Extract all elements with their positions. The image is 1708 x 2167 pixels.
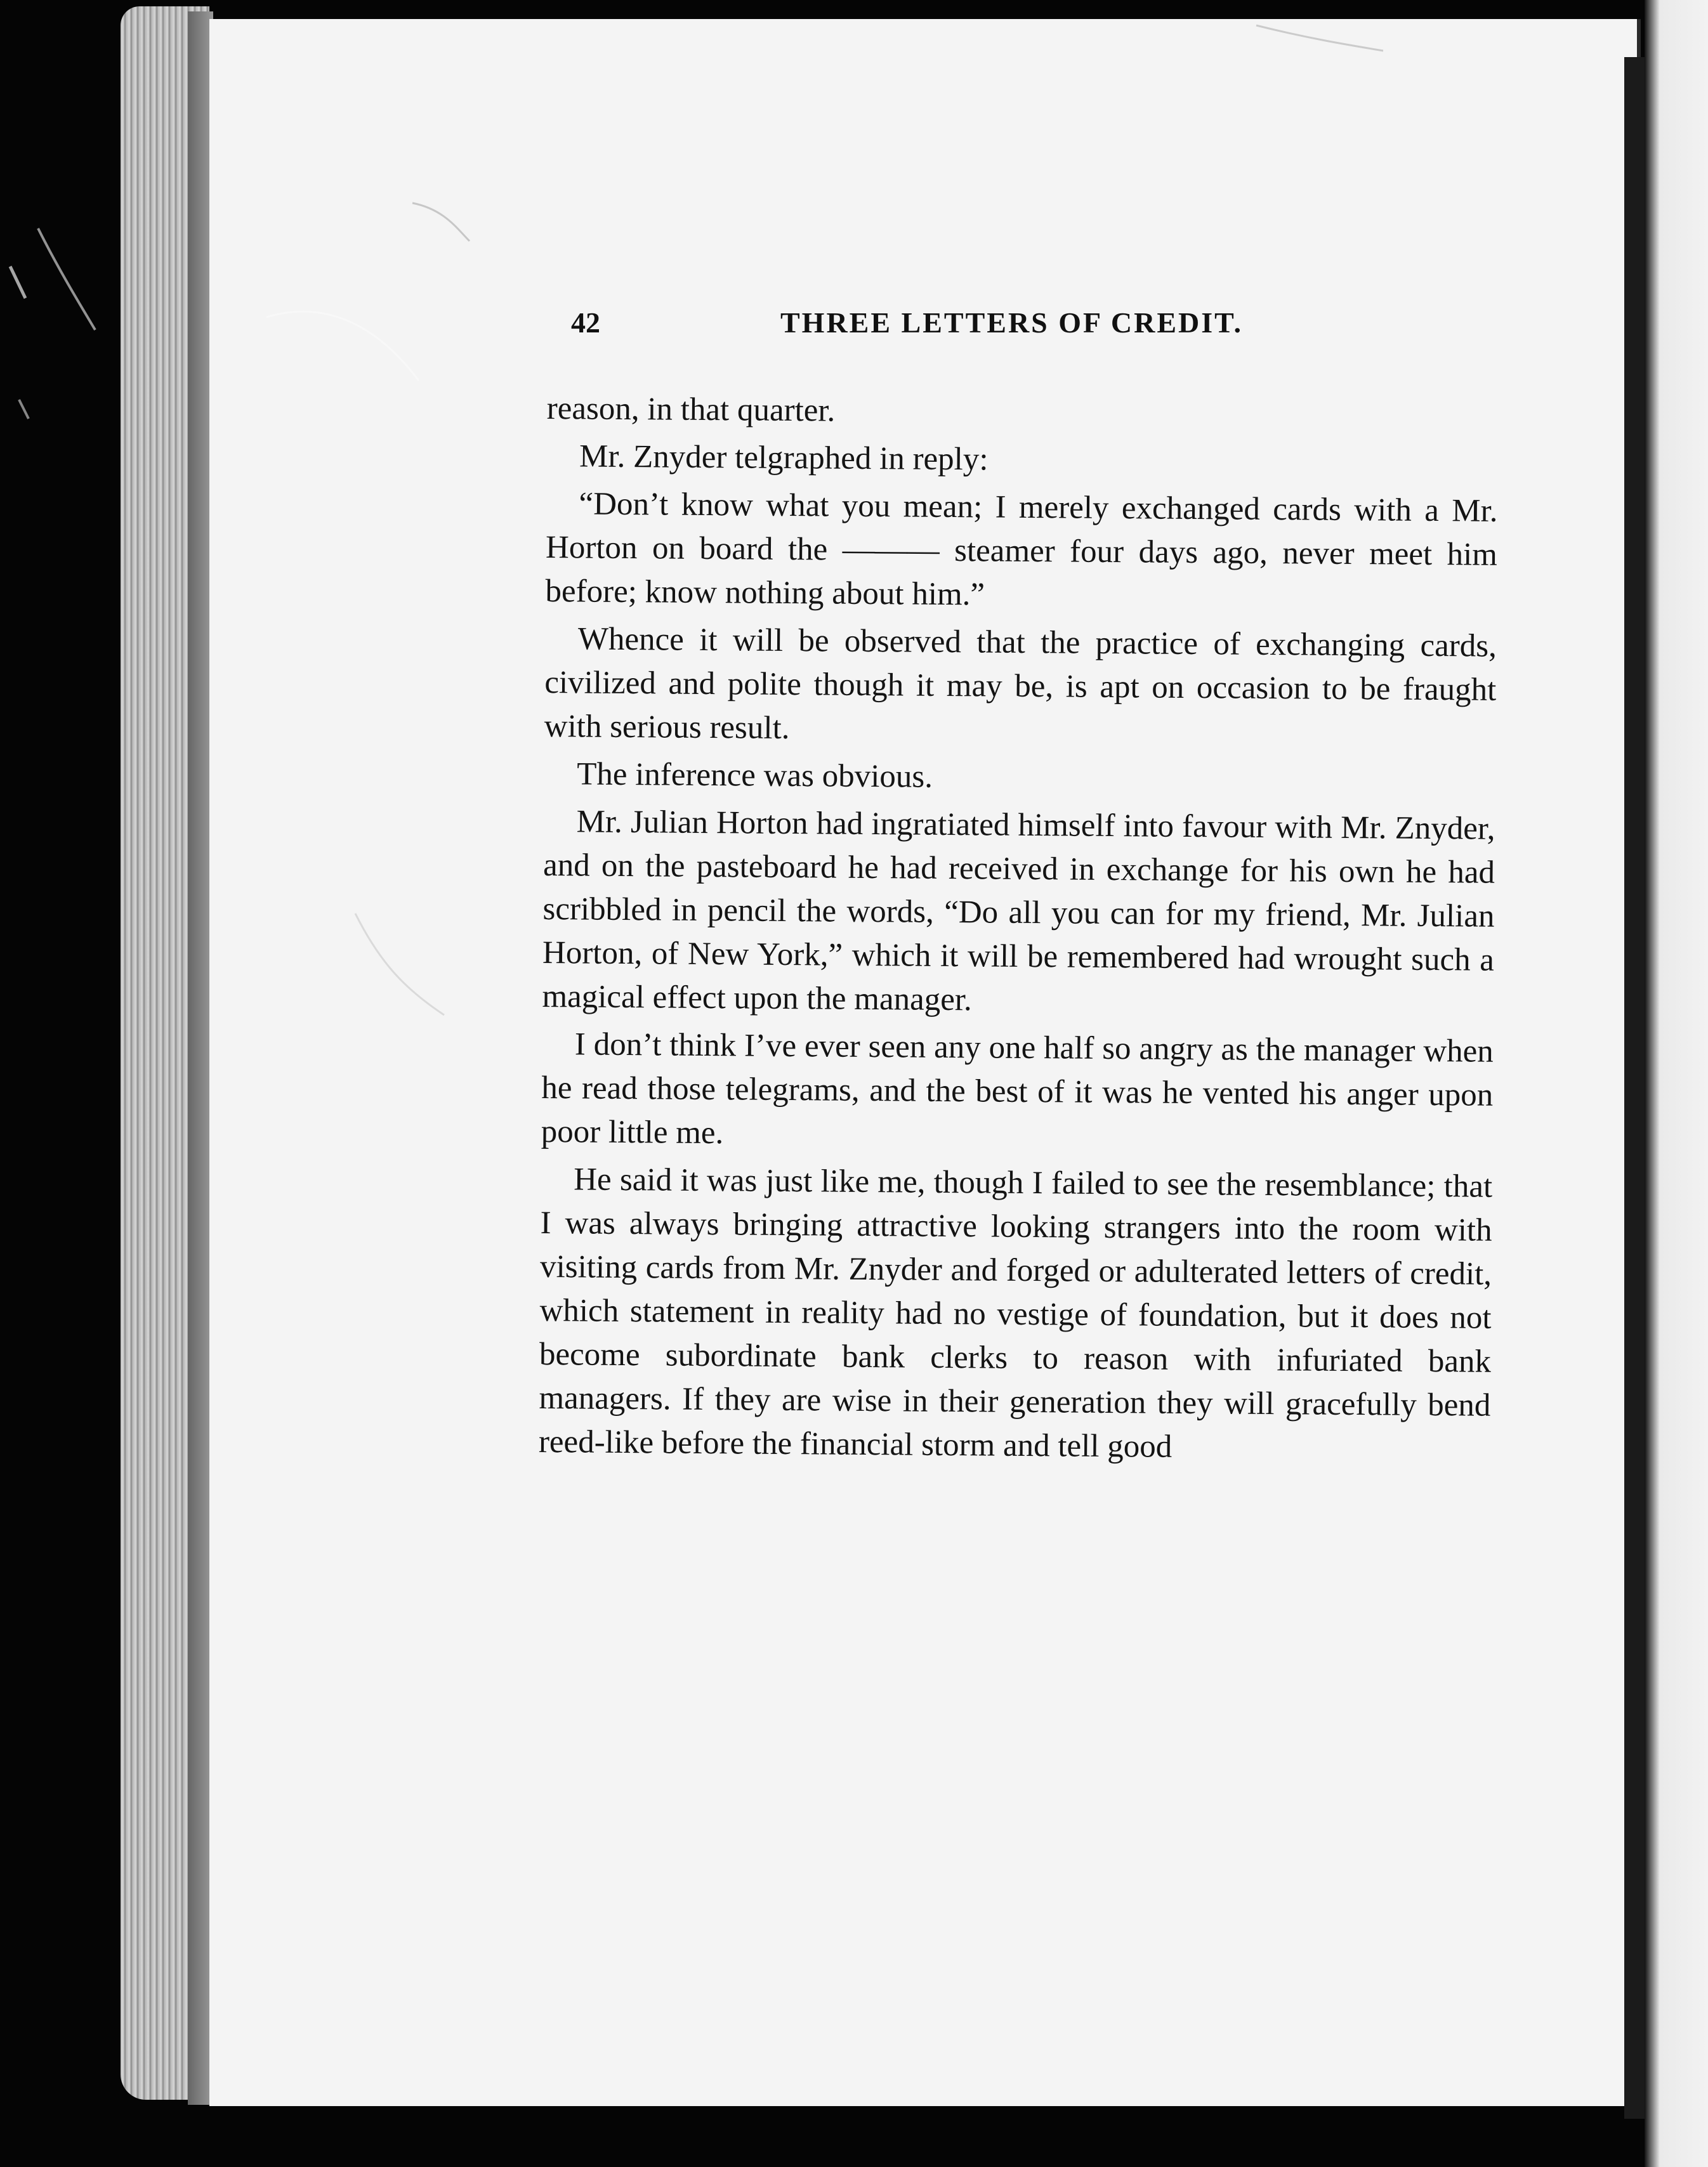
- paragraph: Mr. Znyder telgraphed in reply:: [579, 438, 989, 478]
- running-head: THREE LETTERS OF CREDIT.: [780, 306, 1243, 339]
- paragraph: The inference was obvious.: [576, 756, 933, 795]
- paragraph: Whence it will be observed that the practice of exchanging cards, civilized and polite though it may be, is apt on occasion to be fraught with serious result.: [544, 621, 1497, 747]
- paragraph: Mr. Julian Horton had ingratiated himself into favour with Mr. Znyder, and on the pasteboard he had received in exchange for his own he had scribbled in pencil the words, “Do all you can for my friend, Mr. Julian Horton, of New York,” which it will be remembered had wrought such a magical effect upon the manager.: [542, 804, 1495, 1018]
- paragraph: reason, in that quarter.: [546, 390, 836, 429]
- paragraph: “Don’t know what you mean; I merely exchanged cards with a Mr. Horton on board the ——— steamer four days ago, never meet him before; know nothing about him.”: [545, 486, 1498, 613]
- binding-shadow: [1624, 57, 1645, 2119]
- paragraph: He said it was just like me, though I failed to see the resemblance; that I was always bringing attractive looking strangers into the room with visiting cards from Mr. Znyder and forged or adulterated letters of credit, which statement in reality had no vestige of foundation, but it does not become subordinate bank clerks to reason with infuriated bank managers. If they are wise in their generation they will gracefully bend reed-like before the financial storm and tell good: [538, 1162, 1493, 1465]
- facing-page-edge: [1645, 0, 1708, 2167]
- page-number: 42: [571, 306, 600, 339]
- body-text: [539, 387, 1499, 1476]
- paragraph: I don’t think I’ve ever seen any one half so angry as the manager when he read those telegrams, and the best of it was he vented his anger upon poor little me.: [541, 1026, 1494, 1151]
- page-header: [571, 306, 1307, 350]
